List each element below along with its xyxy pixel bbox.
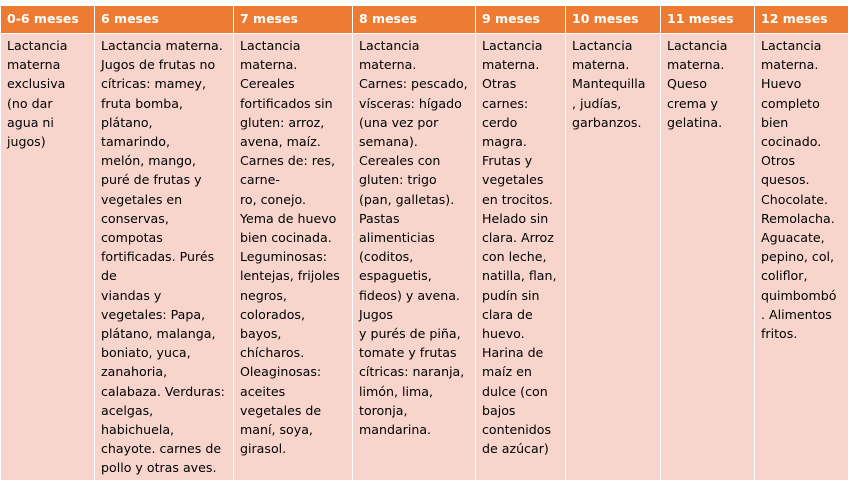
header-12-meses: 12 meses xyxy=(755,6,848,34)
cell-text: Lactancia materna. Otras carnes: cerdo magra. Frutas y vegetales en trocitos. Helado sin clara. Arroz con leche, natilla, flan, pudín sin clara de huevo. Harina de maíz en dulce (con bajos contenidos de azúcar) xyxy=(482,36,561,458)
cell-text: Lactancia materna. Jugos de frutas no cítricas: mamey, fruta bomba, plátano, tamarindo, melón, mango, puré de frutas y vegetales en conservas, compotas fortificadas. Purés de viandas y vegetales: Papa, plátano, malanga, boniato, yuca, zanahoria, calabaza. Verduras: acelgas, habichuela, chayote. carnes de pollo y otras aves. xyxy=(101,36,229,478)
cell-text: Lactancia materna. Huevo completo bien cocinado. Otros quesos. Chocolate. Remolacha. Aguacate, pepino, col, coliflor, quimbombó . Alimentos fritos. xyxy=(761,36,844,343)
cell-12-meses xyxy=(755,34,848,481)
cell-10-meses xyxy=(566,34,661,481)
header-7-meses: 7 meses xyxy=(234,6,353,34)
header-6-meses: 6 meses xyxy=(95,6,234,34)
header-11-meses: 11 meses xyxy=(661,6,755,34)
cell-text: Lactancia materna. Queso crema y gelatina. xyxy=(667,36,750,132)
content-row xyxy=(1,34,848,481)
header-8-meses: 8 meses xyxy=(353,6,476,34)
header-9-meses: 9 meses xyxy=(476,6,566,34)
cell-11-meses xyxy=(661,34,755,481)
header-10-meses: 10 meses xyxy=(566,6,661,34)
cell-7-meses xyxy=(234,34,353,481)
cell-text: Lactancia materna exclusiva (no dar agua ni jugos) xyxy=(7,36,90,151)
cell-text: Lactancia materna. Cereales fortificados sin gluten: arroz, avena, maíz. Carnes de: res, carne- ro, conejo. Yema de huevo bien cocinada. Leguminosas: lentejas, frijoles negros, colorados, bayos, chícharos. Oleaginosas: aceites vegetales de maní, soya, girasol. xyxy=(240,36,348,458)
header-row xyxy=(1,6,848,34)
cell-text: Lactancia materna. Carnes: pescado, vísceras: hígado (una vez por semana). Cereales con gluten: trigo (pan, galletas). Pastas alimenticias (coditos, espaguetis, fideos) y avena. Jugos y purés de piña, tomate y frutas cítricas: naranja, limón, lima, toronja, mandarina. xyxy=(359,36,471,439)
cell-6-meses xyxy=(95,34,234,481)
header-0-6-meses: 0-6 meses xyxy=(1,6,95,34)
cell-0-6-meses xyxy=(1,34,95,481)
feeding-schedule-table xyxy=(0,5,848,481)
cell-9-meses xyxy=(476,34,566,481)
cell-text: Lactancia materna. Mantequilla , judías, garbanzos. xyxy=(572,36,656,132)
cell-8-meses xyxy=(353,34,476,481)
